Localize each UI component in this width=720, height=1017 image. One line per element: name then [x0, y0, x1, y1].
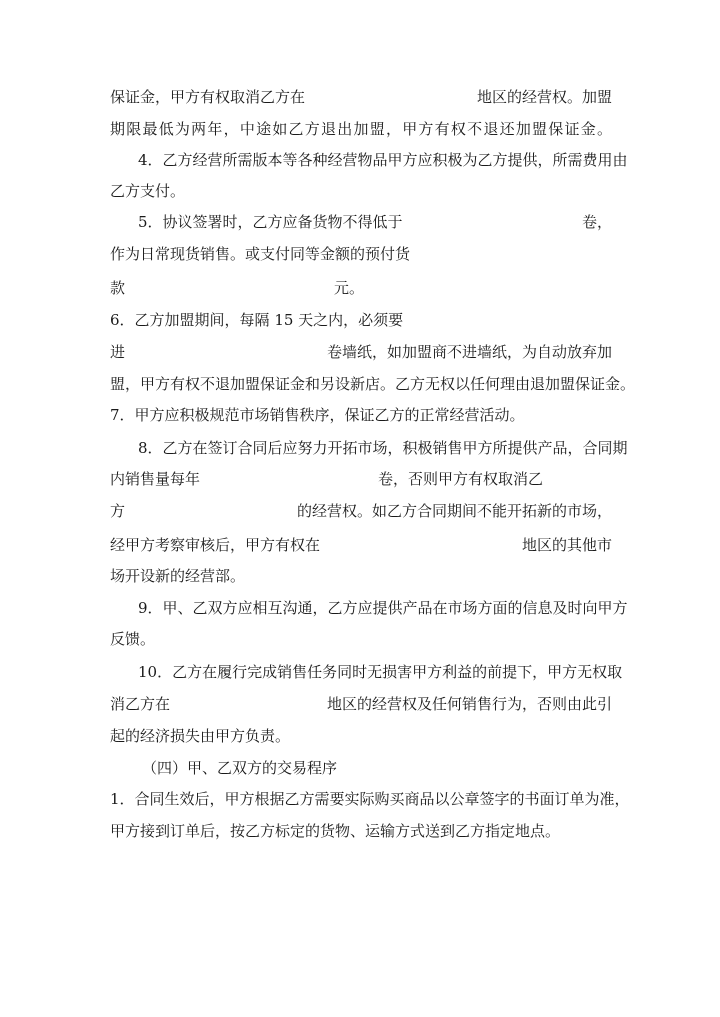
text-line: 地区的经营权。加盟 — [476, 88, 612, 106]
text-line: 乙方支付。 — [110, 182, 186, 200]
section-heading: （四）甲、乙双方的交易程序 — [142, 759, 338, 777]
text-line: 元。 — [334, 279, 365, 297]
text-line: 消乙方在 — [110, 695, 171, 713]
text-line: 的经营权。如乙方合同期间不能开拓新的市场， — [296, 502, 612, 520]
clause-4: 4．乙方经营所需版本等各种经营物品甲方应积极为乙方提供，所需费用由 — [138, 151, 628, 169]
text-line: 盟，甲方有权不退加盟保证金和另设新店。乙方无权以任何理由退加盟保证金。 — [110, 375, 636, 393]
text-line: 经甲方考察审核后，甲方有权在 — [110, 536, 321, 554]
text-line: 作为日常现货销售。或支付同等金额的预付货 — [110, 245, 411, 263]
clause-10: 10．乙方在履行完成销售任务同时无损害甲方利益的前提下，甲方无权取 — [138, 663, 623, 681]
text-line: 反馈。 — [110, 630, 156, 648]
clause-7: 7．甲方应积极规范市场销售秩序，保证乙方的正常经营活动。 — [110, 406, 525, 424]
text-line: 卷墙纸，如加盟商不进墙纸，为自动放弃加 — [326, 343, 612, 361]
text-line: 地区的其他市 — [521, 536, 612, 554]
text-line: 款 — [110, 279, 126, 297]
text-line: 保证金，甲方有权取消乙方在 — [110, 88, 306, 106]
text-line: 进 — [110, 343, 126, 361]
clause-5: 5．协议签署时，乙方应备货物不得低于 — [138, 213, 403, 231]
clause-6: 6．乙方加盟期间，每隔 15 天之内，必须要 — [110, 311, 404, 329]
text-line: 起的经济损失由甲方负责。 — [110, 727, 291, 745]
clause-8: 8．乙方在签订合同后应努力开拓市场，积极销售甲方所提供产品，合同期 — [138, 439, 628, 457]
text-line: 卷，否则甲方有权取消乙 — [378, 470, 544, 488]
text-line: 期限最低为两年，中途如乙方退出加盟，甲方有权不退还加盟保证金。 — [110, 120, 612, 138]
clause-1: 1．合同生效后，甲方根据乙方需要实际购买商品以公章签字的书面订单为准， — [110, 790, 630, 808]
text-line: 内销售量每年 — [110, 470, 201, 488]
text-line: 卷， — [581, 213, 612, 231]
clause-9: 9．甲、乙双方应相互沟通，乙方应提供产品在市场方面的信息及时向甲方 — [138, 599, 628, 617]
text-line: 甲方接到订单后，按乙方标定的货物、运输方式送到乙方指定地点。 — [110, 822, 561, 840]
text-line: 地区的经营权及任何销售行为，否则由此引 — [326, 695, 612, 713]
text-line: 场开设新的经营部。 — [110, 567, 246, 585]
text-line: 方 — [110, 502, 126, 520]
